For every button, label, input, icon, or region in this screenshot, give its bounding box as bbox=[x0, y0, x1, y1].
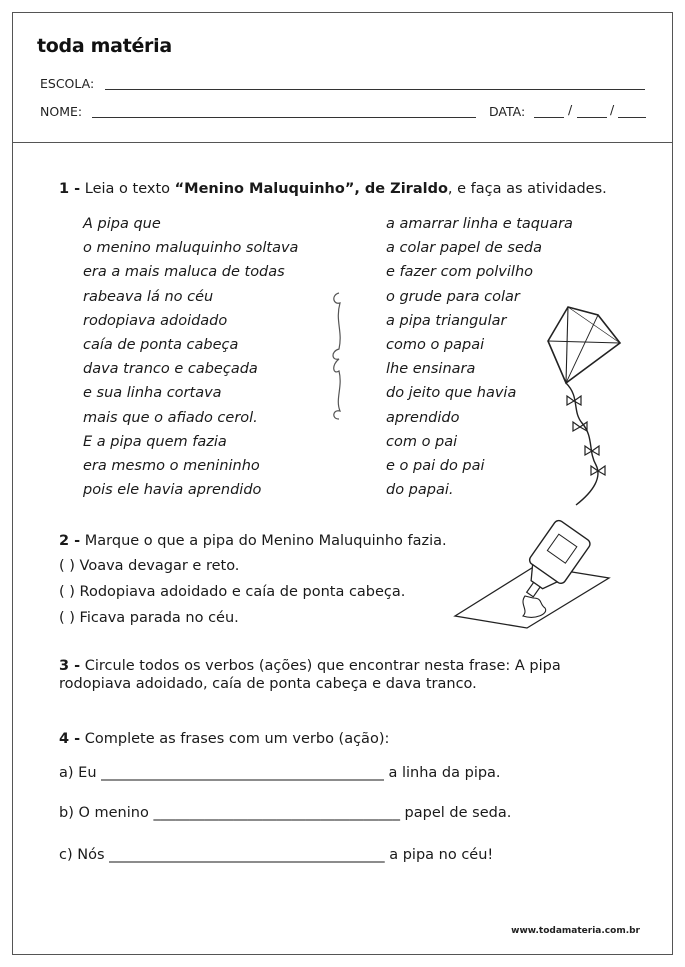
kite-illustration bbox=[538, 305, 638, 505]
escola-label: ESCOLA: bbox=[40, 76, 95, 91]
fill-end: a linha da pipa. bbox=[388, 765, 501, 781]
date-day-field[interactable] bbox=[534, 117, 564, 118]
fill-start: c) Nós bbox=[59, 847, 105, 863]
poem-line: A pipa que bbox=[83, 216, 161, 232]
poem-line: do papai. bbox=[386, 482, 454, 499]
poem-line: caía de ponta cabeça bbox=[83, 337, 239, 354]
fill-blank-b bbox=[59, 805, 511, 821]
poem-line: e fazer com polvilho bbox=[386, 264, 534, 281]
poem-line: rodopiava adoidado bbox=[83, 312, 228, 329]
poem-line: pois ele havia aprendido bbox=[83, 482, 262, 499]
blank-field[interactable]: _______________________________________ bbox=[101, 765, 384, 781]
poem-line: a colar papel de seda bbox=[386, 240, 542, 257]
poem-line: dava tranco e cabeçada bbox=[83, 361, 258, 378]
poem-line: e sua linha cortava bbox=[83, 385, 222, 402]
header bbox=[13, 13, 672, 143]
nome-label: NOME: bbox=[40, 104, 83, 119]
escola-field[interactable] bbox=[105, 89, 645, 90]
poem-line: do jeito que havia bbox=[386, 385, 517, 402]
worksheet bbox=[12, 12, 673, 955]
poem-line: com o pai bbox=[386, 433, 458, 450]
footer-url[interactable]: www.todamateria.com.br bbox=[511, 926, 640, 936]
question-2-text: Marque o que a pipa do Menino Maluquinho fazia. bbox=[84, 533, 447, 549]
poem-line: o grude para colar bbox=[386, 288, 520, 305]
nome-field[interactable] bbox=[92, 117, 476, 118]
data-label: DATA: bbox=[489, 104, 526, 119]
poem-line: e o pai do pai bbox=[386, 458, 485, 475]
fill-blank-a bbox=[59, 765, 501, 781]
date-separator: / bbox=[610, 102, 615, 117]
fill-start: b) O menino bbox=[59, 805, 149, 821]
question-4 bbox=[59, 731, 389, 747]
poem-line: a amarrar linha e taquara bbox=[386, 216, 573, 232]
question-3-text: Circule todos os verbos (ações) que encontrar nesta frase: A pipa rodopiava adoidado, caía de ponta cabeça e dava tranco. bbox=[59, 658, 561, 692]
poem-line: como o papai bbox=[386, 337, 485, 354]
blank-field[interactable]: ______________________________________ bbox=[109, 847, 385, 863]
fill-end: a pipa no céu! bbox=[389, 847, 494, 863]
poem-left-column bbox=[83, 212, 298, 502]
question-3-number: 3 - bbox=[59, 658, 81, 674]
poem-line: aprendido bbox=[386, 409, 460, 426]
question-1-prefix: Leia o texto bbox=[84, 181, 171, 197]
poem-line: era mesmo o menininho bbox=[83, 458, 260, 475]
glue-bottle-illustration bbox=[453, 518, 623, 628]
question-1-suffix: , e faça as atividades. bbox=[447, 181, 607, 197]
question-2 bbox=[59, 533, 447, 549]
question-1-title: “Menino Maluquinho”, de Ziraldo bbox=[174, 181, 448, 197]
poem-line: E a pipa quem fazia bbox=[83, 433, 227, 450]
option-checkbox[interactable]: ( ) Voava devagar e reto. bbox=[59, 558, 240, 574]
brand-logo: toda matéria bbox=[37, 35, 172, 57]
fill-end: papel de seda. bbox=[404, 805, 512, 821]
poem-line: era a mais maluca de todas bbox=[83, 264, 285, 281]
blank-field[interactable]: __________________________________ bbox=[153, 805, 400, 821]
date-month-field[interactable] bbox=[577, 117, 607, 118]
fill-blank-c bbox=[59, 847, 493, 863]
question-2-number: 2 - bbox=[59, 533, 81, 549]
poem-line: a pipa triangular bbox=[386, 312, 507, 329]
poem-line: rabeava lá no céu bbox=[83, 288, 214, 305]
question-3 bbox=[59, 658, 599, 693]
poem-line: o menino maluquinho soltava bbox=[83, 240, 299, 257]
question-4-number: 4 - bbox=[59, 731, 81, 747]
option-checkbox[interactable]: ( ) Rodopiava adoidado e caía de ponta cabeça. bbox=[59, 584, 406, 600]
option-checkbox[interactable]: ( ) Ficava parada no céu. bbox=[59, 610, 239, 626]
date-separator: / bbox=[568, 102, 573, 117]
poem-line: mais que o afiado cerol. bbox=[83, 409, 258, 426]
question-1-number: 1 - bbox=[59, 181, 81, 197]
question-1 bbox=[59, 181, 607, 197]
ornament-divider bbox=[329, 291, 349, 421]
question-4-text: Complete as frases com um verbo (ação): bbox=[84, 731, 390, 747]
fill-start: a) Eu bbox=[59, 765, 97, 781]
date-year-field[interactable] bbox=[618, 117, 646, 118]
poem-line: lhe ensinara bbox=[386, 361, 476, 378]
